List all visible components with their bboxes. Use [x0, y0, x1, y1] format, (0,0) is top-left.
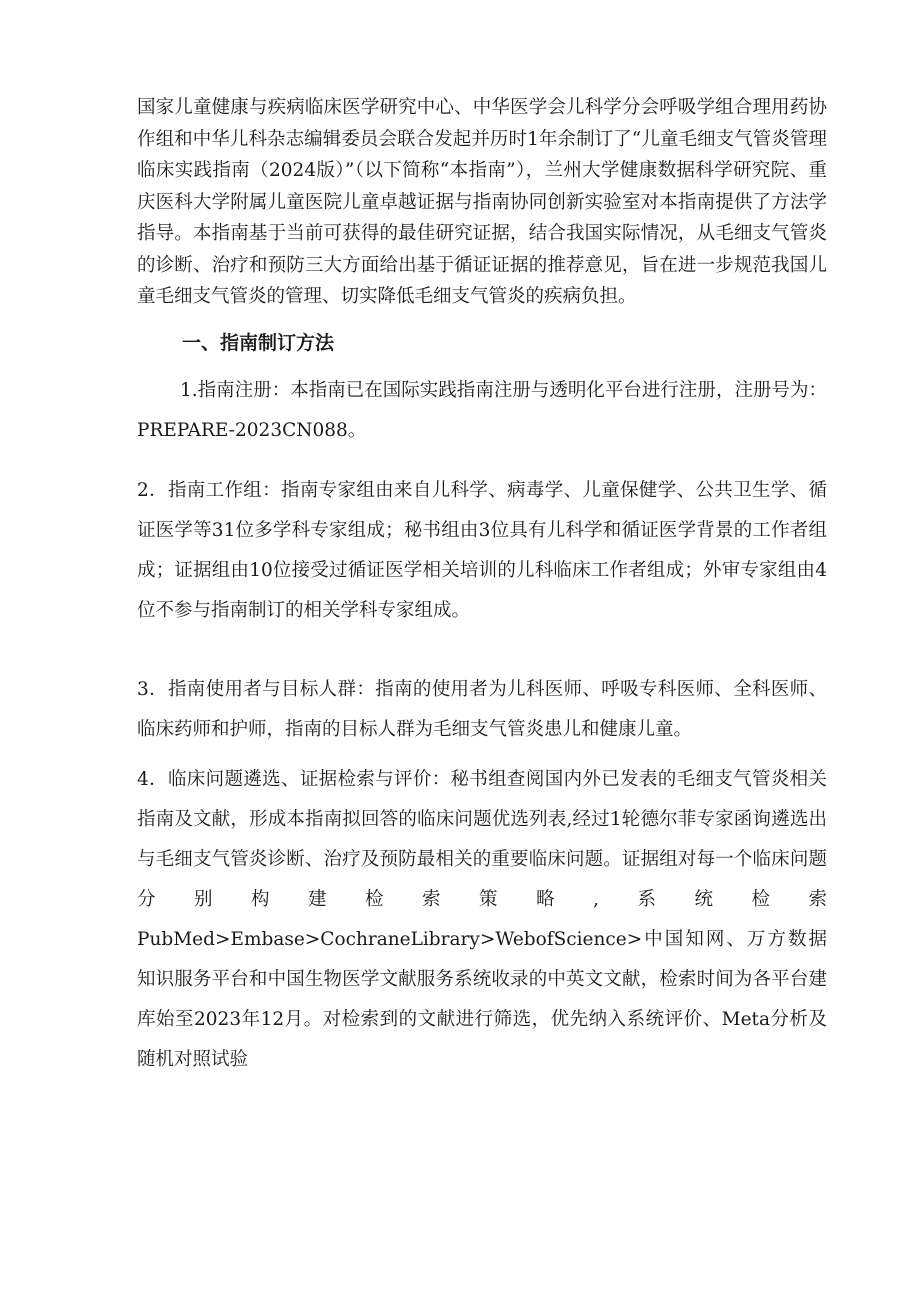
list-item-working-group: 2．指南工作组：指南专家组由来自儿科学、病毒学、儿童保健学、公共卫生学、循证医学等31位多学科专家组成；秘书组由3位具有儿科学和循证医学背景的工作者组成；证据组由10位接受过循证医学相关培训的儿科临床工作者组成；外审专家组由4位不参与指南制订的相关学科专家组成。	[137, 480, 827, 621]
list-item-users-target: 3．指南使用者与目标人群：指南的使用者为儿科医师、呼吸专科医师、全科医师、临床药师和护师，指南的目标人群为毛细支气管炎患儿和健康儿童。	[137, 679, 827, 740]
list-item-registration: 1.指南注册：本指南已在国际实践指南注册与透明化平台进行注册，注册号为：PREPARE-2023CN088。	[137, 380, 827, 441]
list-item-question-selection: 4．临床问题遴选、证据检索与评价：秘书组查阅国内外已发表的毛细支气管炎相关指南及文献，形成本指南拟回答的临床问题优选列表,经过1轮德尔菲专家函询遴选出与毛细支气管炎诊断、治疗及预防最相关的重要临床问题。证据组对每一个临床问题分别构建检索策略,系统检索 PubMed>Embase>CochraneLibrary>WebofScience>中国知网、万方数据知识服务平台和中国生物医学文献服务系统收录的中英文文献，检索时间为各平台建库始至2023年12月。对检索到的文献进行筛选，优先纳入系统评价、Meta分析及随机对照试验	[137, 769, 827, 1070]
section-heading: 一、指南制订方法	[182, 332, 335, 354]
intro-paragraph: 国家儿童健康与疾病临床医学研究中心、中华医学会儿科学分会呼吸学组合理用药协作组和中华儿科杂志编辑委员会联合发起并历时1年余制订了“儿童毛细支气管炎管理临床实践指南（2024版）”（以下简称“本指南”），兰州大学健康数据科学研究院、重庆医科大学附属儿童医院儿童卓越证据与指南协同创新实验室对本指南提供了方法学指导。本指南基于当前可获得的最佳研究证据，结合我国实际情况，从毛细支气管炎的诊断、治疗和预防三大方面给出基于循证证据的推荐意见，旨在进一步规范我国儿童毛细支气管炎的管理、切实降低毛细支气管炎的疾病负担。	[137, 97, 827, 307]
